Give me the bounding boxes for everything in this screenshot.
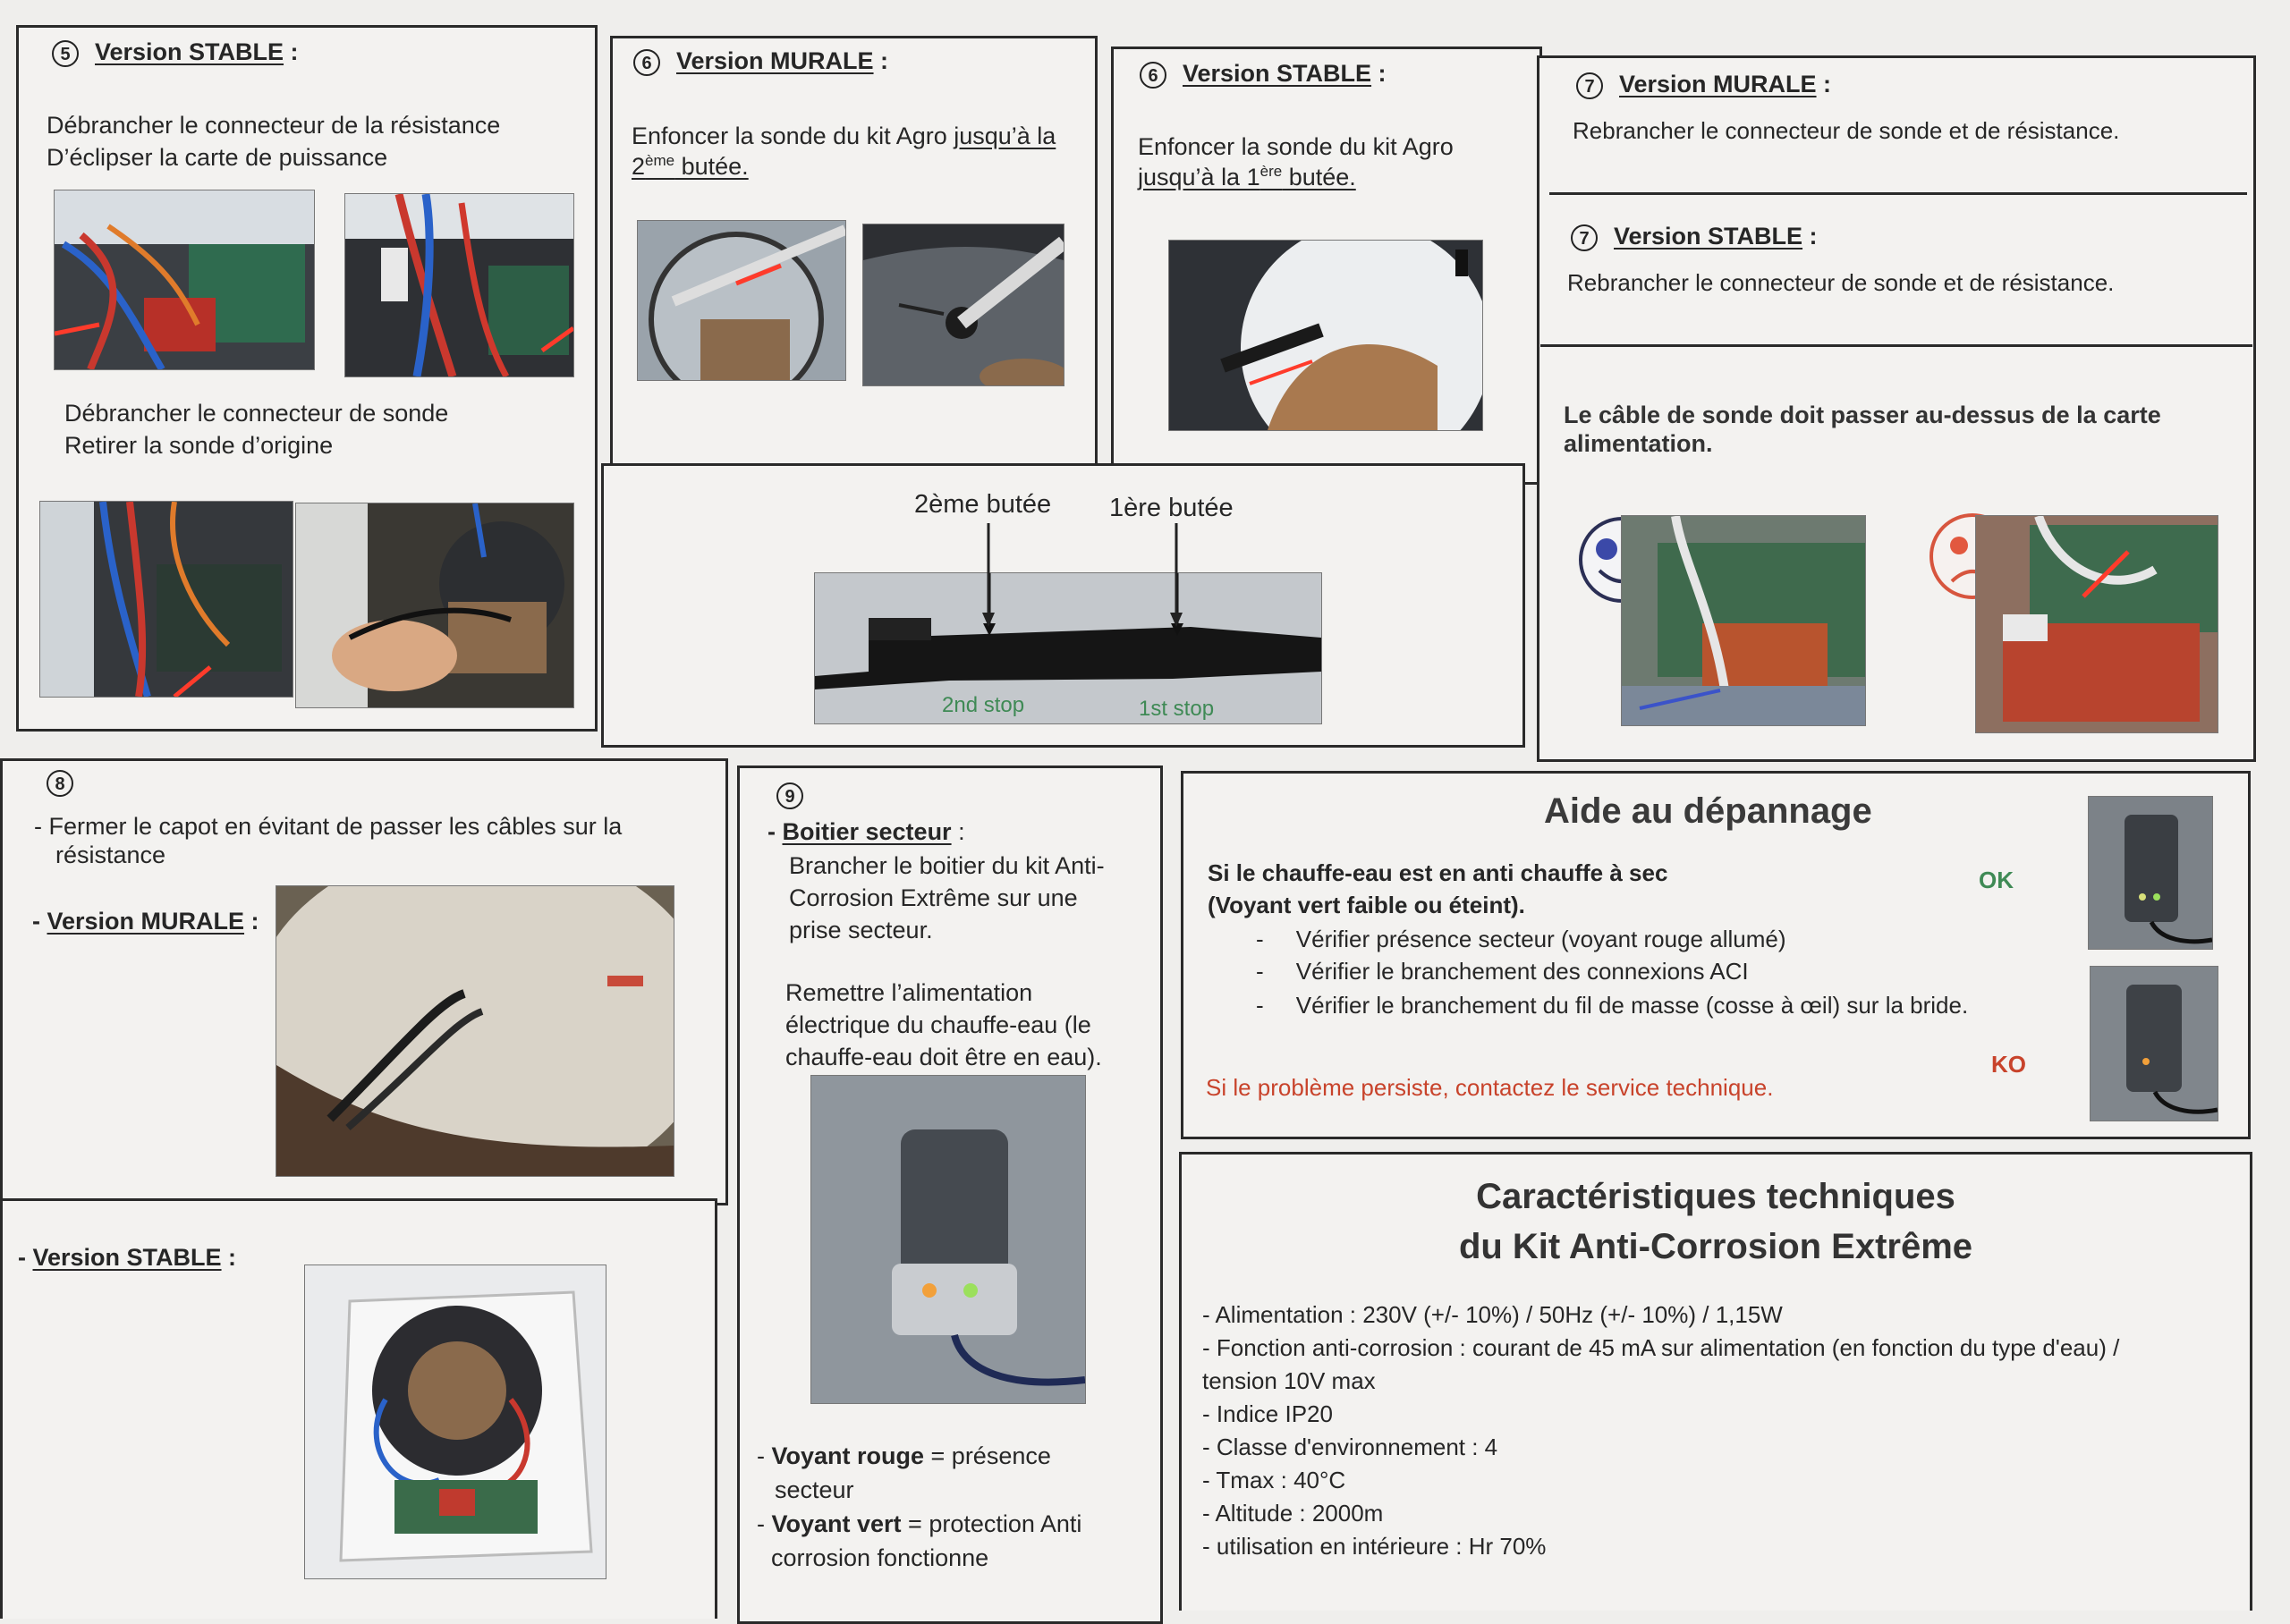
step9-red: - Voyant rouge = présence: [757, 1442, 1051, 1469]
divider-7-stable: [1540, 344, 2252, 347]
step6s-line2: [1138, 161, 1356, 193]
carac-title2: du Kit Anti-Corrosion Extrême: [1458, 1227, 1973, 1266]
step8-heading: [47, 765, 89, 798]
carac-item: - Alimentation : 230V (+/- 10%) / 50Hz (+/- 10%) / 1,15W: [1202, 1301, 1783, 1328]
step5-number: 5: [52, 40, 79, 67]
step9-heading: [776, 778, 819, 810]
photo-resistance-connector: [54, 190, 315, 370]
carac-item: - Classe d'environnement : 4: [1202, 1434, 1498, 1460]
step9-green-label: Voyant vert: [771, 1510, 902, 1537]
step8-line2: résistance: [55, 842, 166, 868]
step6m-line2: [632, 150, 749, 182]
step6m-line2b: butée.: [674, 153, 749, 180]
step6m-line2a: 2: [632, 153, 646, 180]
step9-l5: électrique du chauffe-eau (le: [785, 1011, 1091, 1038]
step6m-title: Version MURALE: [676, 47, 874, 74]
step6s-line2sup: ère: [1260, 163, 1283, 180]
photo-power-box: [810, 1075, 1086, 1404]
step9-title: Boitier secteur: [782, 818, 952, 845]
photo-cable-correct: [1621, 515, 1866, 726]
carac-list: [1202, 1298, 2119, 1563]
step5-title: Version STABLE: [95, 38, 284, 65]
probe-arrows: [975, 523, 1190, 630]
step8-murale: - Version MURALE :: [32, 908, 259, 935]
probe-label-1st: 1ère butée: [1109, 494, 1234, 522]
step9-l4: Remettre l’alimentation: [785, 979, 1033, 1006]
step7s-heading: 7 Version STABLE :: [1571, 220, 1818, 252]
step7s-text: Rebrancher le connecteur de sonde et de résistance.: [1567, 269, 2115, 296]
step8-line1-text: Fermer le capot en évitant de passer les câbles sur la: [48, 813, 623, 840]
photo-probe-connector: [39, 501, 293, 698]
step9-l3: prise secteur.: [789, 917, 933, 943]
photo-power-board: [344, 193, 574, 377]
step9-number: 9: [776, 782, 803, 809]
aide-check2-text: Vérifier le branchement des connexions ACI: [1295, 958, 1749, 985]
probe-label-2nd: 2ème butée: [914, 490, 1052, 519]
step9-red2: secteur: [775, 1476, 854, 1503]
aide-cond2: (Voyant vert faible ou éteint).: [1208, 892, 1525, 918]
carac-item: - utilisation en intérieure : Hr 70%: [1202, 1533, 1547, 1560]
step9-green2: corrosion fonctionne: [771, 1544, 989, 1571]
step8-stable: - Version STABLE :: [18, 1244, 237, 1271]
carac-item: tension 10V max: [1202, 1367, 1376, 1394]
probe-photo-1st: 1st stop: [1139, 697, 1215, 721]
step6m-line1: [632, 120, 1056, 152]
step5-line1: Débrancher le connecteur de la résistance: [47, 112, 501, 139]
cable-line1: Le câble de sonde doit passer au-dessus de la carte: [1564, 402, 2161, 428]
step8-line1: - Fermer le capot en évitant de passer les câbles sur la: [34, 813, 623, 840]
step9-red-text: = présence: [924, 1442, 1051, 1469]
step5-line2: D’éclipser la carte de puissance: [47, 144, 388, 171]
step6s-number: 6: [1140, 62, 1166, 89]
step5-line3: Débrancher le connecteur de sonde: [64, 400, 449, 427]
aide-ok: OK: [1979, 867, 2014, 893]
step6m-heading: 6 Version MURALE :: [633, 45, 888, 77]
aide-cond1: Si le chauffe-eau est en anti chauffe à sec: [1208, 859, 1668, 886]
step9-l1: Brancher le boitier du kit Anti-: [789, 852, 1105, 879]
step6s-title: Version STABLE: [1183, 60, 1372, 87]
step8-murale-title: Version MURALE: [47, 908, 245, 935]
step9-l2: Corrosion Extrême sur une: [789, 884, 1078, 911]
step5-line4: Retirer la sonde d’origine: [64, 432, 334, 459]
step6m-line1a: Enfoncer la sonde du kit Agro: [632, 123, 954, 149]
step6s-line2b: butée.: [1282, 164, 1356, 190]
photo-cover-murale: [276, 885, 674, 1177]
step9-red-label: Voyant rouge: [771, 1442, 925, 1469]
step7m-title: Version MURALE: [1619, 71, 1817, 97]
carac-item: - Fonction anti-corrosion : courant de 45 mA sur alimentation (en fonction du type d'eau) /: [1202, 1334, 2120, 1361]
photo-remove-probe: [295, 503, 574, 708]
aide-title: Aide au dépannage: [1544, 791, 1872, 831]
photo-flange-murale-2: [862, 224, 1064, 386]
step9-green: - Voyant vert = protection Anti: [757, 1510, 1082, 1537]
cable-line2-text: alimentation: [1564, 430, 1707, 457]
step9-title-line: - Boitier secteur :: [768, 818, 965, 845]
step6m-line1b: jusqu’à la: [954, 123, 1056, 149]
step9-green-text: = protection Anti: [901, 1510, 1082, 1537]
carac-item: - Indice IP20: [1202, 1400, 1333, 1427]
step8-stable-title: Version STABLE: [32, 1244, 222, 1271]
aide-check2: - Vérifier le branchement des connexions ACI: [1256, 958, 1749, 985]
aide-check3: - Vérifier le branchement du fil de masse (cosse à œil) sur la bride.: [1256, 992, 1969, 1019]
step6s-line2a: jusqu’à la 1: [1138, 164, 1260, 190]
step6m-number: 6: [633, 49, 660, 76]
aide-persist: Si le problème persiste, contactez le service technique.: [1206, 1074, 1774, 1101]
step7m-number: 7: [1576, 72, 1603, 99]
step6s-heading: 6 Version STABLE :: [1140, 57, 1387, 89]
step7s-number: 7: [1571, 224, 1598, 251]
carac-item: - Tmax : 40°C: [1202, 1467, 1346, 1493]
step8-number: 8: [47, 770, 73, 797]
carac-title1: Caractéristiques techniques: [1476, 1177, 1955, 1216]
step5-heading: 5 Version STABLE :: [52, 36, 299, 68]
photo-flange-murale-1: [637, 220, 846, 381]
aide-check3-text: Vérifier le branchement du fil de masse (cosse à œil) sur la bride.: [1295, 992, 1969, 1019]
photo-box-ok: [2088, 796, 2213, 950]
photo-box-ko: [2090, 966, 2218, 1121]
carac-item: - Altitude : 2000m: [1202, 1500, 1384, 1527]
probe-photo-2nd: 2nd stop: [942, 693, 1025, 717]
step7s-title: Version STABLE: [1614, 223, 1803, 250]
step9-l6: chauffe-eau doit être en eau).: [785, 1044, 1102, 1070]
step6s-line1: Enfoncer la sonde du kit Agro: [1138, 133, 1454, 160]
step7m-heading: 7 Version MURALE :: [1576, 68, 1831, 100]
cable-line2: alimentation.: [1564, 430, 1713, 457]
aide-ko: KO: [1991, 1051, 2026, 1078]
step6m-line2sup: ème: [645, 152, 675, 169]
aide-check1: - Vérifier présence secteur (voyant rouge allumé): [1256, 926, 1786, 952]
photo-flange-stable: [1168, 240, 1483, 431]
step7m-text: Rebrancher le connecteur de sonde et de résistance.: [1573, 117, 2120, 144]
divider-7-murale: [1549, 192, 2247, 195]
aide-check1-text: Vérifier présence secteur (voyant rouge allumé): [1295, 926, 1786, 952]
photo-cable-wrong: [1975, 515, 2218, 733]
photo-cover-stable: [304, 1265, 606, 1579]
